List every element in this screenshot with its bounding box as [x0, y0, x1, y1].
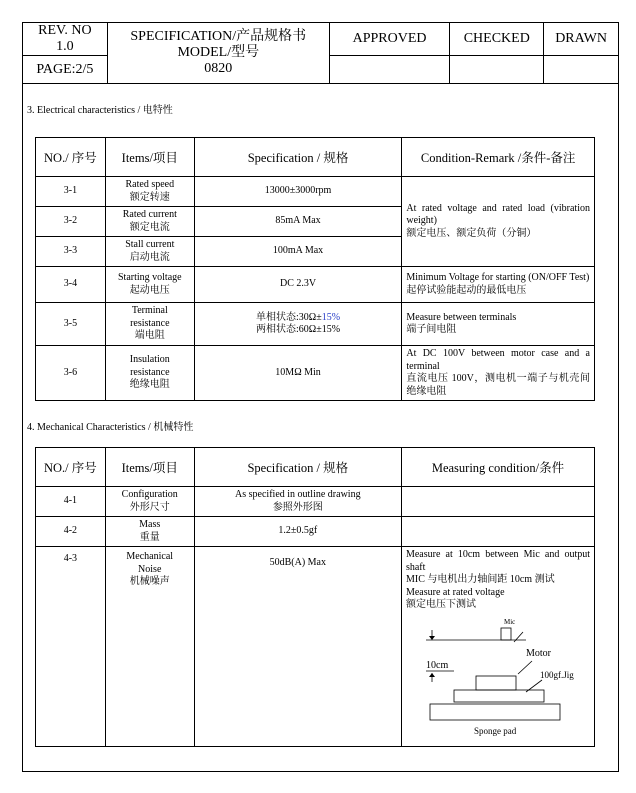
spec-line-2: 参照外形图: [272, 501, 323, 513]
item-en: Rated speed: [125, 179, 175, 190]
condition-line-4: 额定电压下测试: [405, 599, 476, 610]
row-spec: 13000±3000rpm: [194, 177, 402, 207]
row-spec: 100mA Max: [194, 237, 402, 267]
item-cn: 额定电流: [129, 221, 170, 233]
table-row: [36, 267, 595, 303]
col-header-spec: Specification / 规格: [194, 138, 402, 177]
row-no: 4-1: [36, 487, 106, 517]
item-en: Mass: [139, 519, 161, 530]
row-no: 3-3: [36, 237, 106, 267]
model-label: MODEL/型号: [177, 45, 260, 61]
spec-highlight: 15%: [321, 311, 341, 323]
checked-label: CHECKED: [450, 23, 544, 56]
noise-measurement-diagram: [406, 616, 590, 736]
row-condition: [401, 547, 594, 747]
item-cn: 起动电压: [129, 284, 170, 296]
item-en-2: Noise: [138, 563, 162, 575]
table-row: [36, 346, 595, 401]
spec-line-2: 两相状态:60Ω±15%: [256, 324, 341, 335]
row-item: [105, 207, 194, 237]
remark-en: Measure between terminals: [406, 311, 517, 323]
item-cn: 机械噪声: [129, 576, 170, 587]
row-no: 4-2: [36, 517, 106, 547]
shared-remark-en: At rated voltage and rated load (vibration weight): [406, 202, 590, 227]
mic-shape: [501, 628, 511, 640]
row-spec: 50dB(A) Max: [194, 547, 401, 747]
page-label: PAGE:2/5: [23, 56, 107, 84]
row-no: 3-4: [36, 267, 106, 303]
distance-label: 10cm: [425, 659, 449, 671]
table-row: [36, 517, 595, 547]
rev-cell: [23, 23, 107, 56]
model-value: 0820: [204, 61, 233, 77]
row-item: [105, 517, 194, 547]
row-spec: 10MΩ Min: [194, 346, 402, 401]
col-header-spec: Specification / 规格: [194, 448, 401, 487]
spec-title: SPECIFICATION/产品规格书: [130, 28, 307, 44]
row-item: [105, 547, 194, 747]
mechanical-section-title: 4. Mechanical Characteristics / 机械特性: [27, 422, 194, 433]
motor-pointer-line: [518, 661, 532, 674]
mechanical-table: [35, 447, 595, 747]
motor-label: Motor: [525, 647, 551, 659]
row-item: [105, 487, 194, 517]
item-en: Mechanical: [126, 551, 174, 562]
electrical-table: [35, 137, 595, 401]
remark-en: At DC 100V between motor case and a terminal: [406, 348, 590, 372]
row-condition: [401, 517, 594, 547]
item-en: Stall current: [125, 239, 175, 250]
shared-remark-cn: 额定电压、额定负荷（分铜）: [406, 227, 537, 239]
item-en: Starting voltage: [117, 272, 182, 283]
table-row: [36, 487, 595, 517]
checked-signature: [450, 56, 544, 84]
down-arrow-head: [429, 636, 435, 640]
row-item: [105, 303, 194, 346]
sponge-pad-shape: [430, 704, 560, 720]
spec-line-1: [199, 312, 398, 325]
row-no: 3-2: [36, 207, 106, 237]
col-header-items: Items/项目: [105, 138, 194, 177]
row-item: [105, 267, 194, 303]
col-header-no: NO./ 序号: [36, 448, 106, 487]
row-no: 4-3: [36, 547, 106, 747]
approved-signature: [329, 56, 450, 84]
mic-pointer-line: [514, 632, 523, 642]
col-header-condition: Measuring condition/条件: [401, 448, 594, 487]
spec-line-1: As specified in outline drawing: [235, 489, 361, 500]
row-remark: [402, 303, 595, 346]
item-cn: 绝缘电阻: [129, 379, 170, 391]
rev-value: 1.0: [56, 39, 74, 55]
drawn-label: DRAWN: [544, 23, 618, 56]
row-spec: DC 2.3V: [194, 267, 402, 303]
table-row: [36, 177, 595, 207]
remark-cn: 起停试验能起动的最低电压: [406, 284, 527, 296]
item-en: Insulation: [129, 354, 170, 366]
row-item: [105, 177, 194, 207]
row-no: 3-6: [36, 346, 106, 401]
row-condition: [401, 487, 594, 517]
row-remark: [402, 267, 595, 303]
item-en-2: resistance: [130, 317, 170, 329]
condition-line-2: MIC 与电机出力轴间距 10cm 测试: [405, 574, 555, 585]
row-no: 3-1: [36, 177, 106, 207]
up-arrow-head: [429, 673, 435, 677]
drawn-signature: [544, 56, 618, 84]
approved-label: APPROVED: [329, 23, 450, 56]
row-item: [105, 346, 194, 401]
row-spec: 1.2±0.5gf: [194, 517, 401, 547]
row-spec: [194, 487, 401, 517]
sponge-pad-label: Sponge pad: [473, 725, 517, 736]
row-spec: [194, 303, 402, 346]
remark-en: Minimum Voltage for starting (ON/OFF Test): [406, 272, 590, 283]
item-cn: 端电阻: [134, 330, 165, 342]
row-no: 3-5: [36, 303, 106, 346]
jig-shape: [454, 690, 544, 702]
condition-line-1: Measure at 10cm between Mic and output shaft: [405, 549, 590, 573]
condition-line-3: Measure at rated voltage: [405, 586, 505, 598]
row-spec: 85mA Max: [194, 207, 402, 237]
item-cn: 重量: [139, 531, 160, 543]
mic-label: Mic: [503, 617, 516, 626]
remark-cn: 端子间电阻: [406, 324, 457, 335]
shared-remark: [402, 177, 595, 267]
item-en-2: resistance: [130, 366, 170, 378]
row-remark: [402, 346, 595, 401]
col-header-items: Items/项目: [105, 448, 194, 487]
row-item: [105, 237, 194, 267]
jig-label: 100gf.Jig: [539, 669, 574, 680]
item-cn: 额定转速: [129, 191, 170, 203]
spec-prefix: 单相状态:30Ω±: [256, 311, 322, 323]
col-header-remark: Condition-Remark /条件-备注: [402, 138, 595, 177]
item-cn: 外形尺寸: [129, 501, 170, 513]
spec-title-cell: [107, 23, 329, 84]
table-row: [36, 303, 595, 346]
item-en: Rated current: [122, 209, 177, 220]
col-header-no: NO./ 序号: [36, 138, 106, 177]
motor-shape: [476, 676, 516, 690]
spec-page: [22, 22, 619, 772]
remark-cn: 直流电压 100V，测电机一端子与机壳间绝缘电阻: [406, 373, 590, 397]
item-en: Configuration: [121, 489, 178, 500]
item-cn: 启动电流: [129, 251, 170, 263]
header-table: [23, 23, 618, 84]
rev-label: REV. NO: [38, 23, 92, 38]
electrical-section-title: 3. Electrical characteristics / 电特性: [27, 105, 173, 116]
table-row: [36, 547, 595, 747]
item-en: Terminal: [131, 305, 168, 317]
